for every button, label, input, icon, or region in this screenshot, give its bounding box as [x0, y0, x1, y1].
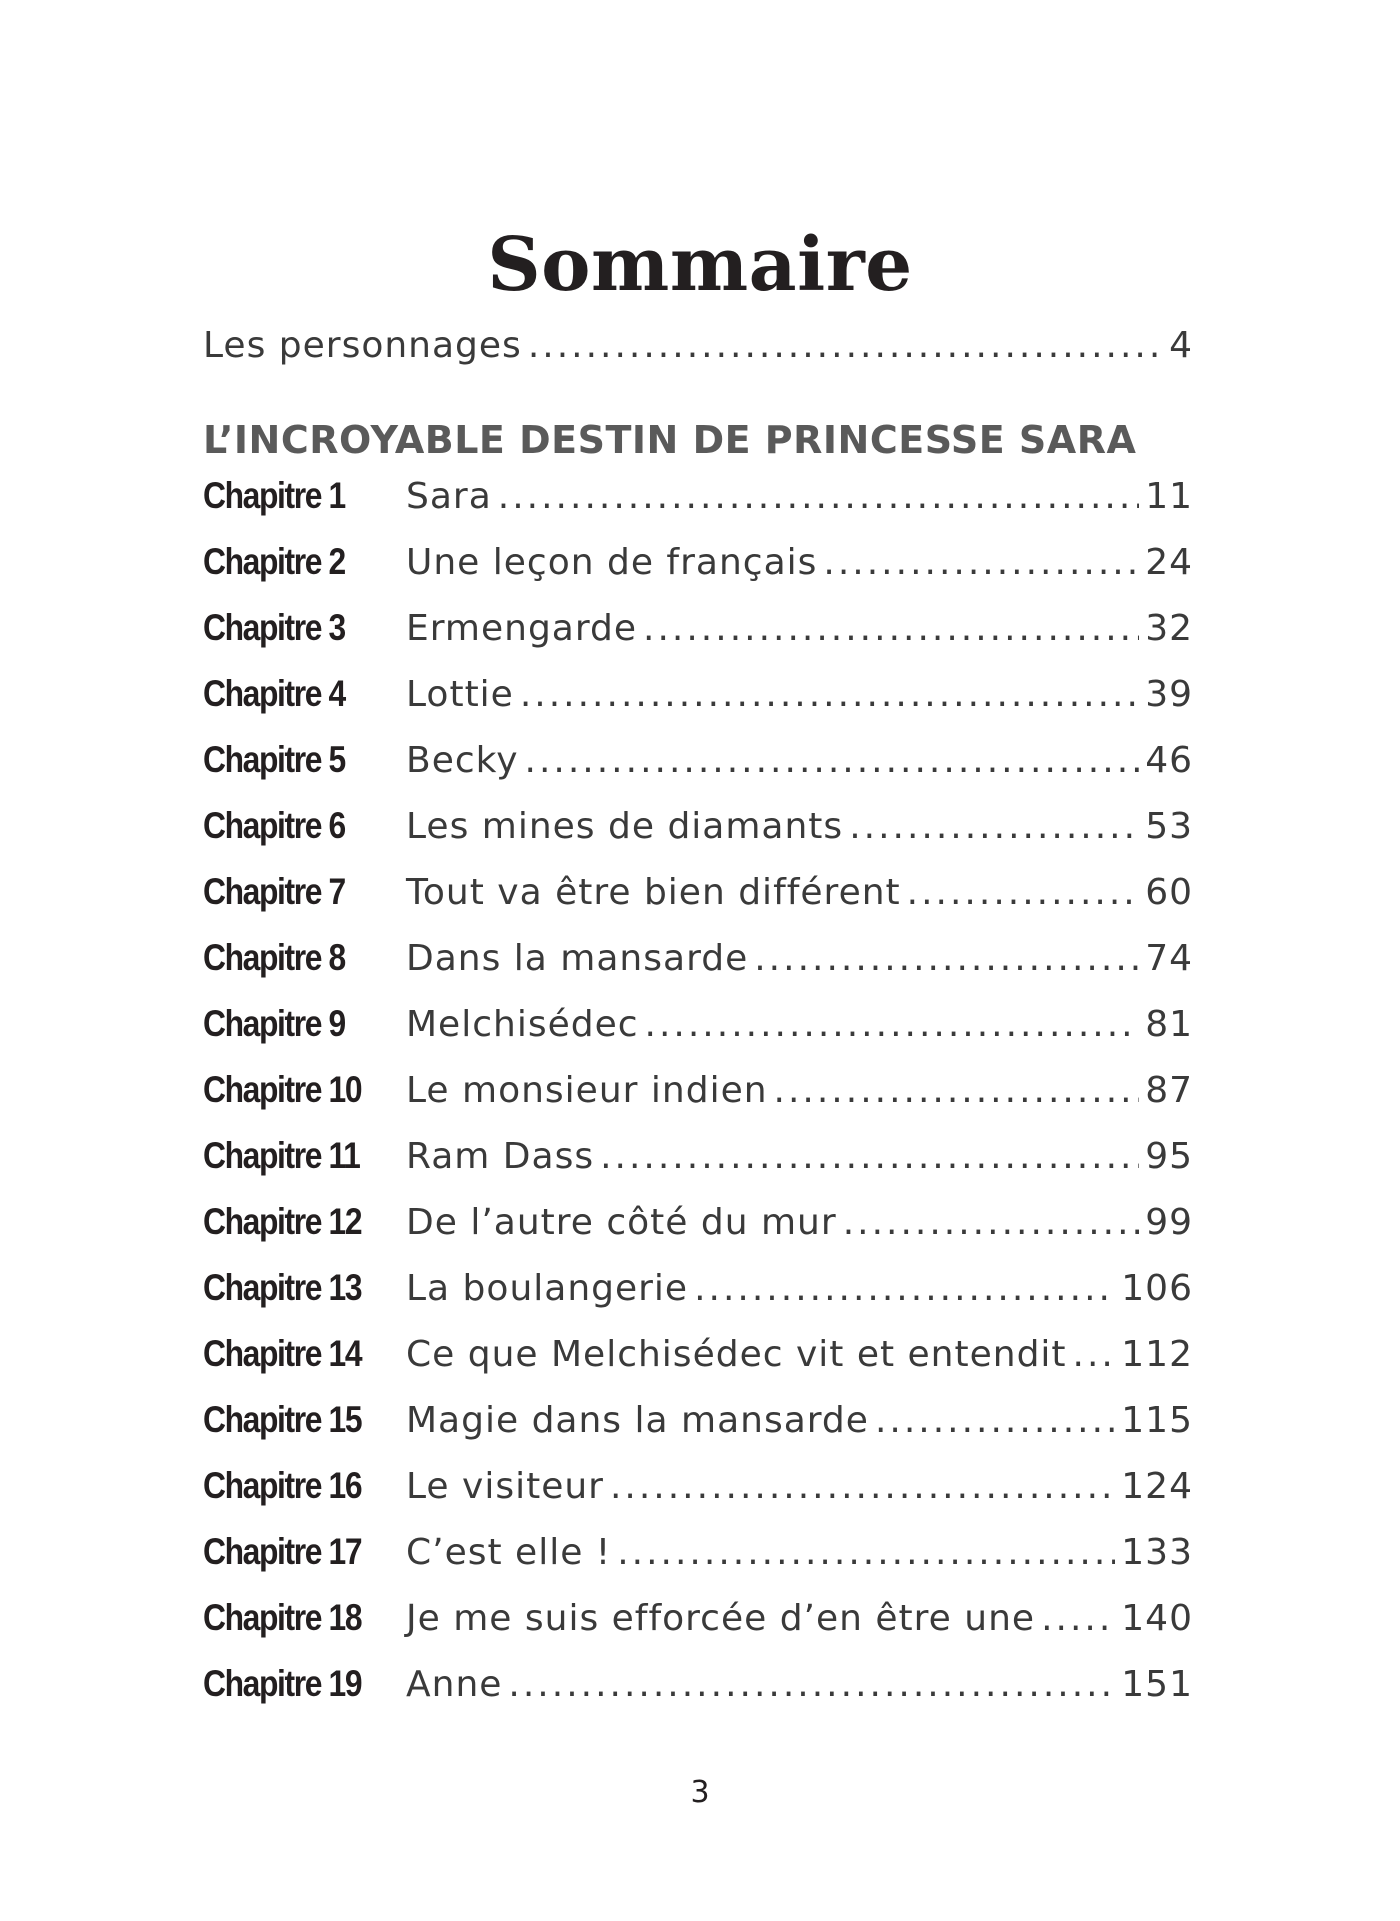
dot-leader	[694, 1268, 1115, 1309]
chapter-label: Chapitre 19	[203, 1663, 362, 1704]
dot-leader	[617, 1532, 1115, 1573]
chapter-label: Chapitre 17	[203, 1531, 362, 1572]
chapter-title: Tout va être bien différent	[406, 872, 901, 913]
toc-entry-chapter	[203, 739, 1193, 805]
toc-entry-chapter	[203, 475, 1193, 541]
dot-leader	[508, 1664, 1115, 1705]
chapter-page-number: 106	[1121, 1268, 1193, 1309]
chapter-page-number: 87	[1145, 1070, 1193, 1111]
chapter-label: Chapitre 8	[203, 937, 345, 978]
chapter-page-number: 115	[1121, 1400, 1193, 1441]
dot-leader	[823, 542, 1139, 583]
dot-leader	[907, 872, 1140, 913]
dot-leader	[600, 1136, 1139, 1177]
chapter-title: Anne	[406, 1664, 503, 1705]
chapter-title: Le visiteur	[406, 1466, 604, 1507]
chapter-page-number: 140	[1121, 1598, 1193, 1639]
toc-entry-chapter	[203, 1465, 1193, 1531]
chapter-page-number: 53	[1145, 806, 1193, 847]
chapter-label: Chapitre 12	[203, 1201, 362, 1242]
chapter-label: Chapitre 2	[203, 541, 345, 582]
chapter-page-number: 133	[1121, 1532, 1193, 1573]
chapter-label: Chapitre 10	[203, 1069, 362, 1110]
dot-leader	[520, 674, 1139, 715]
toc-entry-chapter	[203, 805, 1193, 871]
section-heading: L’INCROYABLE DESTIN DE PRINCESSE SARA	[203, 418, 1137, 462]
chapter-label: Chapitre 13	[203, 1267, 362, 1308]
dot-leader	[645, 1004, 1140, 1045]
toc-entry-chapter	[203, 1663, 1193, 1729]
dot-leader	[525, 740, 1140, 781]
toc-entry-chapter	[203, 673, 1193, 739]
chapter-title: Le monsieur indien	[406, 1070, 768, 1111]
chapter-title: Ram Dass	[406, 1136, 595, 1177]
chapter-label: Chapitre 6	[203, 805, 345, 846]
toc-entry-chapter	[203, 871, 1193, 937]
page-title: Sommaire	[487, 221, 913, 308]
dot-leader	[843, 1202, 1140, 1243]
chapter-label: Chapitre 7	[203, 871, 345, 912]
chapter-page-number: 112	[1121, 1334, 1193, 1375]
dot-leader	[1041, 1598, 1115, 1639]
dot-leader	[754, 938, 1139, 979]
chapter-label: Chapitre 5	[203, 739, 345, 780]
dot-leader	[643, 608, 1139, 649]
chapter-page-number: 32	[1145, 608, 1193, 649]
chapter-label: Chapitre 14	[203, 1333, 362, 1374]
chapter-label: Chapitre 15	[203, 1399, 362, 1440]
chapter-title: Becky	[406, 740, 519, 781]
dot-leader	[498, 476, 1139, 517]
dot-leader	[774, 1070, 1140, 1111]
chapter-page-number: 46	[1145, 740, 1193, 781]
chapter-title: Je me suis efforcée d’en être une	[406, 1598, 1036, 1639]
chapter-label: Chapitre 1	[203, 475, 345, 516]
chapter-page-number: 74	[1145, 938, 1193, 979]
page-number: 3	[690, 1775, 710, 1810]
toc-entry-chapter	[203, 1267, 1193, 1333]
chapter-label: Chapitre 18	[203, 1597, 362, 1638]
toc-entry-title: Les personnages	[203, 325, 522, 366]
chapter-title: Magie dans la mansarde	[406, 1400, 869, 1441]
chapter-title: De l’autre côté du mur	[406, 1202, 837, 1243]
toc-entry-intro	[203, 325, 1193, 405]
dot-leader	[875, 1400, 1115, 1441]
toc-entry-chapter	[203, 607, 1193, 673]
chapter-title: Sara	[406, 476, 492, 517]
chapter-label: Chapitre 16	[203, 1465, 362, 1506]
chapter-title: Ermengarde	[406, 608, 638, 649]
chapter-list	[203, 475, 1193, 1729]
toc-entry-chapter	[203, 1069, 1193, 1135]
chapter-page-number: 60	[1145, 872, 1193, 913]
dot-leader	[610, 1466, 1115, 1507]
toc-entry-chapter	[203, 1003, 1193, 1069]
chapter-title: C’est elle !	[406, 1532, 612, 1573]
chapter-label: Chapitre 11	[203, 1135, 360, 1176]
chapter-label: Chapitre 3	[203, 607, 345, 648]
chapter-title: Une leçon de français	[406, 542, 818, 583]
toc-entry-chapter	[203, 1333, 1193, 1399]
chapter-page-number: 11	[1145, 476, 1193, 517]
toc-entry-chapter	[203, 541, 1193, 607]
toc-entry-chapter	[203, 1597, 1193, 1663]
toc-entry-chapter	[203, 1399, 1193, 1465]
chapter-page-number: 99	[1145, 1202, 1193, 1243]
toc-entry-chapter	[203, 937, 1193, 1003]
chapter-label: Chapitre 4	[203, 673, 345, 714]
dot-leader	[528, 325, 1163, 366]
chapter-title: Dans la mansarde	[406, 938, 749, 979]
chapter-title: Lottie	[406, 674, 514, 715]
chapter-title: Ce que Melchisédec vit et entendit	[406, 1334, 1067, 1375]
chapter-page-number: 39	[1145, 674, 1193, 715]
table-of-contents	[203, 325, 1193, 1729]
chapter-page-number: 24	[1145, 542, 1193, 583]
toc-page-number: 4	[1169, 325, 1193, 366]
chapter-title: La boulangerie	[406, 1268, 689, 1309]
toc-entry-chapter	[203, 1135, 1193, 1201]
chapter-label: Chapitre 9	[203, 1003, 345, 1044]
toc-entry-chapter	[203, 1201, 1193, 1267]
dot-leader	[1073, 1334, 1116, 1375]
toc-entry-chapter	[203, 1531, 1193, 1597]
chapter-page-number: 124	[1121, 1466, 1193, 1507]
chapter-page-number: 81	[1145, 1004, 1193, 1045]
dot-leader	[849, 806, 1139, 847]
chapter-title: Les mines de diamants	[406, 806, 844, 847]
chapter-page-number: 95	[1145, 1136, 1193, 1177]
chapter-title: Melchisédec	[406, 1004, 639, 1045]
chapter-page-number: 151	[1121, 1664, 1193, 1705]
